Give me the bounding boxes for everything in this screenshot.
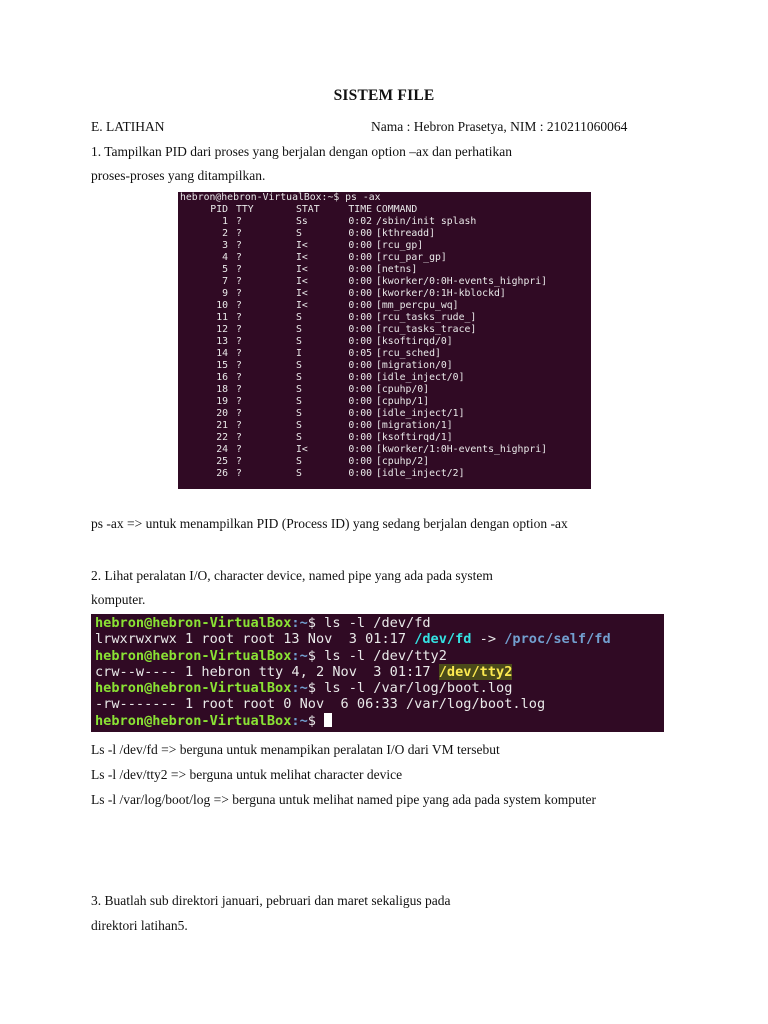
ps-cell-pid: 11 bbox=[216, 312, 228, 323]
document-title: SISTEM FILE bbox=[333, 87, 435, 104]
terminal-line bbox=[91, 713, 664, 729]
question-1-line-1: 1. Tampilkan PID dari proses yang berjalan dengan option –ax dan perhatikan bbox=[91, 144, 512, 159]
terminal-prompt: hebron@hebron-VirtualBox:~$ ps -ax bbox=[180, 192, 381, 203]
ps-cell-stat: I< bbox=[296, 300, 308, 311]
command-text: $ bbox=[307, 712, 325, 729]
ps-cell-command: [migration/0] bbox=[376, 360, 453, 371]
ps-cell-stat: S bbox=[296, 360, 302, 371]
ps-cell-time: 0:00 bbox=[348, 240, 372, 251]
ps-cell-pid: 1 bbox=[222, 216, 228, 227]
prompt-path: :~ bbox=[291, 647, 308, 664]
col-command: COMMAND bbox=[376, 204, 418, 215]
col-tty: TTY bbox=[236, 204, 254, 215]
ps-cell-command: [rcu_tasks_rude_] bbox=[376, 312, 477, 323]
ps-cell-tty: ? bbox=[236, 276, 242, 287]
ps-cell-command: [rcu_tasks_trace] bbox=[376, 324, 477, 335]
ps-row bbox=[178, 408, 591, 420]
ps-row bbox=[178, 264, 591, 276]
ps-row bbox=[178, 468, 591, 480]
ps-cell-tty: ? bbox=[236, 240, 242, 251]
ps-cell-time: 0:00 bbox=[348, 408, 372, 419]
ps-row bbox=[178, 228, 591, 240]
ps-cell-pid: 12 bbox=[216, 324, 228, 335]
ps-cell-command: [rcu_gp] bbox=[376, 240, 424, 251]
ps-cell-command: [kthreadd] bbox=[376, 228, 435, 239]
question-3-line-2: direktori latihan5. bbox=[91, 918, 188, 933]
ps-cell-tty: ? bbox=[236, 444, 242, 455]
terminal-line bbox=[91, 696, 664, 712]
ps-cell-time: 0:02 bbox=[348, 216, 372, 227]
student-info: Nama : Hebron Prasetya, NIM : 210211060064 bbox=[371, 119, 628, 134]
device-name: /dev/tty2 bbox=[438, 663, 513, 680]
prompt-user: hebron@hebron-VirtualBox bbox=[95, 712, 292, 729]
ps-row bbox=[178, 252, 591, 264]
ps-row bbox=[178, 348, 591, 360]
explanation-ps: ps -ax => untuk menampilkan PID (Process ID) yang sedang berjalan dengan option -ax bbox=[91, 516, 568, 531]
ps-cell-tty: ? bbox=[236, 300, 242, 311]
ps-rows bbox=[178, 216, 591, 480]
ps-cell-pid: 25 bbox=[216, 456, 228, 467]
ps-cell-tty: ? bbox=[236, 396, 242, 407]
ps-row bbox=[178, 372, 591, 384]
ps-cell-time: 0:00 bbox=[348, 336, 372, 347]
ps-cell-stat: Ss bbox=[296, 216, 308, 227]
ps-cell-pid: 7 bbox=[222, 276, 228, 287]
ps-cell-time: 0:00 bbox=[348, 288, 372, 299]
ps-cell-tty: ? bbox=[236, 264, 242, 275]
ps-cell-tty: ? bbox=[236, 420, 242, 431]
explanation-dev-tty2: Ls -l /dev/tty2 => berguna untuk melihat character device bbox=[91, 767, 403, 782]
ps-cell-stat: S bbox=[296, 312, 302, 323]
ps-cell-time: 0:00 bbox=[348, 324, 372, 335]
command-text: $ ls -l /dev/tty2 bbox=[307, 647, 447, 664]
ps-cell-command: [idle_inject/0] bbox=[376, 372, 465, 383]
ps-cell-stat: S bbox=[296, 336, 302, 347]
explanation-dev-fd: Ls -l /dev/fd => berguna untuk menampikan peralatan I/O dari VM tersebut bbox=[91, 742, 500, 757]
ps-cell-stat: S bbox=[296, 228, 302, 239]
ps-cell-pid: 26 bbox=[216, 468, 228, 479]
ps-cell-pid: 2 bbox=[222, 228, 228, 239]
ps-cell-stat: I< bbox=[296, 276, 308, 287]
prompt-path: :~ bbox=[291, 680, 308, 697]
prompt-path: :~ bbox=[291, 615, 308, 631]
ps-row bbox=[178, 336, 591, 348]
ps-cell-time: 0:00 bbox=[348, 384, 372, 395]
ps-cell-tty: ? bbox=[236, 348, 242, 359]
prompt-user: hebron@hebron-VirtualBox bbox=[95, 647, 292, 664]
ps-cell-command: [mm_percpu_wq] bbox=[376, 300, 459, 311]
ps-cell-stat: S bbox=[296, 396, 302, 407]
ps-cell-tty: ? bbox=[236, 312, 242, 323]
ps-cell-pid: 22 bbox=[216, 432, 228, 443]
prompt-user: hebron@hebron-VirtualBox bbox=[95, 615, 292, 631]
ps-cell-pid: 21 bbox=[216, 420, 228, 431]
ps-row bbox=[178, 240, 591, 252]
ps-cell-pid: 19 bbox=[216, 396, 228, 407]
ps-cell-stat: S bbox=[296, 408, 302, 419]
explanation-boot-log: Ls -l /var/log/boot/log => berguna untuk melihat named pipe yang ada pada system komputer bbox=[91, 792, 596, 807]
ps-cell-pid: 18 bbox=[216, 384, 228, 395]
ps-cell-pid: 10 bbox=[216, 300, 228, 311]
ps-cell-stat: S bbox=[296, 468, 302, 479]
question-3-line-1: 3. Buatlah sub direktori januari, pebruari dan maret sekaligus pada bbox=[91, 893, 451, 908]
ps-cell-tty: ? bbox=[236, 336, 242, 347]
ps-cell-stat: I< bbox=[296, 252, 308, 263]
ps-cell-command: [migration/1] bbox=[376, 420, 453, 431]
ps-cell-command: [cpuhp/0] bbox=[376, 384, 430, 395]
ps-cell-tty: ? bbox=[236, 324, 242, 335]
ps-cell-tty: ? bbox=[236, 252, 242, 263]
ps-cell-tty: ? bbox=[236, 216, 242, 227]
ps-cell-command: [idle_inject/2] bbox=[376, 468, 465, 479]
ps-cell-stat: I bbox=[296, 348, 302, 359]
ps-row bbox=[178, 276, 591, 288]
ps-cell-time: 0:05 bbox=[348, 348, 372, 359]
ps-cell-tty: ? bbox=[236, 456, 242, 467]
ps-row bbox=[178, 396, 591, 408]
ps-cell-time: 0:00 bbox=[348, 420, 372, 431]
ps-cell-time: 0:00 bbox=[348, 360, 372, 371]
ps-cell-time: 0:00 bbox=[348, 444, 372, 455]
ps-cell-pid: 13 bbox=[216, 336, 228, 347]
ps-cell-pid: 24 bbox=[216, 444, 228, 455]
ps-cell-command: [idle_inject/1] bbox=[376, 408, 465, 419]
ps-cell-tty: ? bbox=[236, 372, 242, 383]
ps-cell-command: /sbin/init splash bbox=[376, 216, 477, 227]
ps-cell-command: [ksoftirqd/0] bbox=[376, 336, 453, 347]
ps-row bbox=[178, 444, 591, 456]
terminal-ps-screenshot bbox=[178, 192, 591, 489]
ps-cell-time: 0:00 bbox=[348, 228, 372, 239]
terminal-line bbox=[91, 664, 664, 680]
ps-cell-pid: 15 bbox=[216, 360, 228, 371]
ps-row bbox=[178, 216, 591, 228]
section-label: E. LATIHAN bbox=[91, 119, 165, 134]
col-stat: STAT bbox=[296, 204, 320, 215]
ps-cell-stat: S bbox=[296, 324, 302, 335]
ps-cell-pid: 9 bbox=[222, 288, 228, 299]
question-1-line-2: proses-proses yang ditampilkan. bbox=[91, 168, 266, 183]
ps-row bbox=[178, 312, 591, 324]
ps-cell-command: [cpuhp/1] bbox=[376, 396, 430, 407]
ps-cell-time: 0:00 bbox=[348, 300, 372, 311]
ps-row bbox=[178, 300, 591, 312]
terminal-ls-screenshot bbox=[91, 614, 664, 732]
ps-cell-time: 0:00 bbox=[348, 456, 372, 467]
ps-cell-time: 0:00 bbox=[348, 372, 372, 383]
symlink-arrow: -> bbox=[471, 631, 505, 648]
ps-cell-pid: 3 bbox=[222, 240, 228, 251]
col-pid: PID bbox=[210, 204, 228, 215]
ps-row bbox=[178, 384, 591, 396]
ps-cell-pid: 4 bbox=[222, 252, 228, 263]
ps-cell-command: [rcu_par_gp] bbox=[376, 252, 447, 263]
output-text: -rw------- 1 root root 0 Nov 6 06:33 /var/log/boot.log bbox=[95, 696, 546, 713]
ps-row bbox=[178, 420, 591, 432]
ps-cell-stat: S bbox=[296, 420, 302, 431]
ps-cell-stat: I< bbox=[296, 288, 308, 299]
symlink-name: /dev/fd bbox=[414, 631, 472, 648]
ps-cell-stat: S bbox=[296, 384, 302, 395]
ps-cell-tty: ? bbox=[236, 288, 242, 299]
terminal-line bbox=[91, 615, 664, 631]
ps-cell-tty: ? bbox=[236, 432, 242, 443]
ps-cell-stat: S bbox=[296, 456, 302, 467]
output-text: crw--w---- 1 hebron tty 4, 2 Nov 3 01:17 bbox=[95, 663, 439, 680]
output-text: lrwxrwxrwx 1 root root 13 Nov 3 01:17 bbox=[95, 631, 415, 648]
prompt-user: hebron@hebron-VirtualBox bbox=[95, 680, 292, 697]
ps-row bbox=[178, 432, 591, 444]
ps-row bbox=[178, 288, 591, 300]
ps-cell-tty: ? bbox=[236, 408, 242, 419]
ps-cell-pid: 20 bbox=[216, 408, 228, 419]
ps-cell-command: [rcu_sched] bbox=[376, 348, 441, 359]
ps-cell-command: [kworker/0:0H-events_highpri] bbox=[376, 276, 548, 287]
prompt-path: :~ bbox=[291, 712, 308, 729]
question-2-line-1: 2. Lihat peralatan I/O, character device, named pipe yang ada pada system bbox=[91, 568, 493, 583]
ps-cell-time: 0:00 bbox=[348, 312, 372, 323]
ps-row bbox=[178, 360, 591, 372]
ps-header-row bbox=[178, 204, 591, 216]
terminal-line bbox=[91, 648, 664, 664]
ps-row bbox=[178, 324, 591, 336]
ps-cell-stat: I< bbox=[296, 240, 308, 251]
terminal-line bbox=[91, 631, 664, 647]
ps-row bbox=[178, 456, 591, 468]
ps-cell-pid: 5 bbox=[222, 264, 228, 275]
ps-cell-command: [ksoftirqd/1] bbox=[376, 432, 453, 443]
question-2-line-2: komputer. bbox=[91, 592, 146, 607]
ps-cell-stat: S bbox=[296, 432, 302, 443]
command-text: $ ls -l /var/log/boot.log bbox=[307, 680, 513, 697]
command-text: $ ls -l /dev/fd bbox=[307, 615, 431, 631]
ps-cell-command: [cpuhp/2] bbox=[376, 456, 430, 467]
ps-cell-stat: S bbox=[296, 372, 302, 383]
ps-cell-tty: ? bbox=[236, 468, 242, 479]
terminal-cursor bbox=[324, 713, 332, 727]
terminal-line bbox=[91, 680, 664, 696]
ps-cell-tty: ? bbox=[236, 384, 242, 395]
ps-cell-time: 0:00 bbox=[348, 468, 372, 479]
ps-cell-command: [kworker/1:0H-events_highpri] bbox=[376, 444, 548, 455]
col-time: TIME bbox=[348, 204, 372, 215]
ps-cell-time: 0:00 bbox=[348, 252, 372, 263]
ps-cell-tty: ? bbox=[236, 360, 242, 371]
ps-cell-pid: 14 bbox=[216, 348, 228, 359]
ps-cell-stat: I< bbox=[296, 444, 308, 455]
ps-cell-time: 0:00 bbox=[348, 264, 372, 275]
ps-cell-stat: I< bbox=[296, 264, 308, 275]
ps-cell-time: 0:00 bbox=[348, 432, 372, 443]
ps-cell-pid: 16 bbox=[216, 372, 228, 383]
ps-cell-time: 0:00 bbox=[348, 396, 372, 407]
symlink-target: /proc/self/fd bbox=[504, 631, 611, 648]
ps-cell-command: [netns] bbox=[376, 264, 418, 275]
ps-cell-time: 0:00 bbox=[348, 276, 372, 287]
ps-cell-command: [kworker/0:1H-kblockd] bbox=[376, 288, 506, 299]
ps-cell-tty: ? bbox=[236, 228, 242, 239]
